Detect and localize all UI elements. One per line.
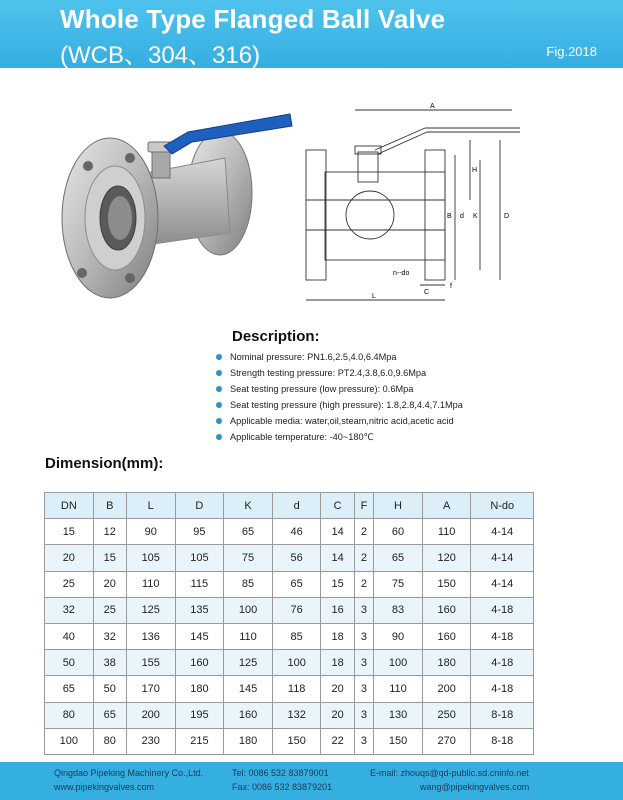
table-cell: 115 <box>175 571 224 597</box>
table-cell: 4-18 <box>471 650 534 676</box>
table-cell: 65 <box>224 519 273 545</box>
bolt-hole <box>77 268 87 278</box>
table-cell: 160 <box>422 623 471 649</box>
table-cell: 200 <box>422 676 471 702</box>
dimension-table <box>44 492 534 755</box>
table-cell: 160 <box>224 702 273 728</box>
table-cell: 4-14 <box>471 519 534 545</box>
table-row <box>45 571 534 597</box>
table-header-row <box>45 493 534 519</box>
table-cell: 200 <box>126 702 175 728</box>
table-cell: 110 <box>422 519 471 545</box>
table-cell: 75 <box>374 571 423 597</box>
dim-label-L: L <box>372 293 376 300</box>
header-banner <box>0 0 623 68</box>
table-cell: 40 <box>45 623 94 649</box>
table-cell: 76 <box>272 597 321 623</box>
table-cell: 12 <box>93 519 126 545</box>
table-cell: 100 <box>272 650 321 676</box>
table-cell: 15 <box>321 571 354 597</box>
table-cell: 4-18 <box>471 676 534 702</box>
page-subtitle: (WCB、304、316) <box>60 42 261 69</box>
table-cell: 100 <box>374 650 423 676</box>
table-cell: 20 <box>321 702 354 728</box>
column-header: H <box>374 493 423 519</box>
dim-label-H: H <box>472 167 478 174</box>
table-cell: 15 <box>93 545 126 571</box>
table-row <box>45 676 534 702</box>
table-cell: 18 <box>321 623 354 649</box>
description-title: Description: <box>232 328 320 345</box>
dim-label-d: d <box>460 213 464 220</box>
table-cell: 2 <box>354 571 373 597</box>
table-cell: 90 <box>126 519 175 545</box>
valve-photo <box>60 108 295 303</box>
table-cell: 3 <box>354 650 373 676</box>
table-cell: 20 <box>321 676 354 702</box>
description-list <box>216 349 463 445</box>
dimension-table-body <box>45 519 534 755</box>
table-cell: 215 <box>175 728 224 754</box>
dimension-title: Dimension(mm): <box>45 455 164 472</box>
table-cell: 105 <box>175 545 224 571</box>
footer-tel: Tel: 0086 532 83879001 <box>232 768 329 778</box>
footer-email-2[interactable]: wang@pipekingvalves.com <box>420 782 530 792</box>
column-header: F <box>354 493 373 519</box>
table-cell: 270 <box>422 728 471 754</box>
bolt-hole <box>125 153 135 163</box>
technical-drawing <box>300 100 525 310</box>
table-cell: 100 <box>224 597 273 623</box>
table-cell: 8-18 <box>471 702 534 728</box>
table-cell: 160 <box>175 650 224 676</box>
table-cell: 65 <box>93 702 126 728</box>
table-cell: 3 <box>354 597 373 623</box>
table-cell: 120 <box>422 545 471 571</box>
bolt-hole <box>125 273 135 283</box>
column-header: DN <box>45 493 94 519</box>
table-cell: 2 <box>354 519 373 545</box>
table-row <box>45 702 534 728</box>
table-cell: 136 <box>126 623 175 649</box>
dim-label-C: C <box>424 289 430 296</box>
bolt-hole <box>83 161 93 171</box>
table-cell: 2 <box>354 545 373 571</box>
page-title: Whole Type Flanged Ball Valve <box>60 4 446 34</box>
description-item: Nominal pressure: PN1.6,2.5,4.0,6.4Mpa <box>216 349 463 365</box>
table-cell: 110 <box>224 623 273 649</box>
table-cell: 3 <box>354 676 373 702</box>
table-cell: 150 <box>422 571 471 597</box>
footer-email[interactable]: E-mail: zhouqs@qd-public.sd.cninfo.net <box>370 768 529 778</box>
table-cell: 16 <box>321 597 354 623</box>
table-cell: 150 <box>272 728 321 754</box>
footer-fax: Fax: 0086 532 83879201 <box>232 782 333 792</box>
table-cell: 125 <box>224 650 273 676</box>
table-cell: 4-14 <box>471 545 534 571</box>
table-cell: 150 <box>374 728 423 754</box>
table-cell: 22 <box>321 728 354 754</box>
table-cell: 195 <box>175 702 224 728</box>
column-header: C <box>321 493 354 519</box>
table-row <box>45 650 534 676</box>
table-cell: 46 <box>272 519 321 545</box>
table-cell: 100 <box>45 728 94 754</box>
table-cell: 85 <box>272 623 321 649</box>
figure-label: Fig.2018 <box>546 44 597 59</box>
table-cell: 180 <box>175 676 224 702</box>
dim-label-f: f <box>450 283 452 290</box>
table-cell: 3 <box>354 728 373 754</box>
table-cell: 80 <box>93 728 126 754</box>
description-item: Seat testing pressure (low pressure): 0.6Mpa <box>216 381 463 397</box>
footer-company: Qingdao Pipeking Machinery Co.,Ltd. <box>54 768 204 778</box>
table-cell: 8-18 <box>471 728 534 754</box>
table-cell: 160 <box>422 597 471 623</box>
table-cell: 110 <box>374 676 423 702</box>
description-item: Strength testing pressure: PT2.4,3.8,6.0,9.6Mpa <box>216 365 463 381</box>
table-row <box>45 519 534 545</box>
table-cell: 65 <box>272 571 321 597</box>
dim-label-K: K <box>473 213 478 220</box>
table-cell: 130 <box>374 702 423 728</box>
table-row <box>45 597 534 623</box>
table-cell: 3 <box>354 623 373 649</box>
table-cell: 25 <box>93 597 126 623</box>
description-item: Applicable temperature: -40~180℃ <box>216 429 463 445</box>
table-cell: 32 <box>93 623 126 649</box>
table-cell: 83 <box>374 597 423 623</box>
table-cell: 14 <box>321 545 354 571</box>
column-header: K <box>224 493 273 519</box>
table-cell: 25 <box>45 571 94 597</box>
table-cell: 18 <box>321 650 354 676</box>
table-cell: 20 <box>45 545 94 571</box>
description-item: Seat testing pressure (high pressure): 1.8,2.8,4.4,7.1Mpa <box>216 397 463 413</box>
column-header: L <box>126 493 175 519</box>
column-header: D <box>175 493 224 519</box>
table-cell: 85 <box>224 571 273 597</box>
dim-label-B: B <box>447 213 452 220</box>
table-cell: 105 <box>126 545 175 571</box>
table-row <box>45 728 534 754</box>
column-header: N-do <box>471 493 534 519</box>
table-cell: 132 <box>272 702 321 728</box>
table-cell: 145 <box>175 623 224 649</box>
table-cell: 14 <box>321 519 354 545</box>
table-cell: 4-18 <box>471 597 534 623</box>
table-cell: 4-14 <box>471 571 534 597</box>
column-header: B <box>93 493 126 519</box>
table-cell: 75 <box>224 545 273 571</box>
description-item: Applicable media: water,oil,steam,nitric acid,acetic acid <box>216 413 463 429</box>
table-cell: 32 <box>45 597 94 623</box>
footer-bar <box>0 762 623 800</box>
table-row <box>45 545 534 571</box>
column-header: A <box>422 493 471 519</box>
dim-label-n-do: n--do <box>393 270 410 277</box>
table-row <box>45 623 534 649</box>
dim-label-A: A <box>430 103 435 110</box>
table-cell: 135 <box>175 597 224 623</box>
table-cell: 145 <box>224 676 273 702</box>
table-cell: 95 <box>175 519 224 545</box>
table-cell: 80 <box>45 702 94 728</box>
table-cell: 180 <box>224 728 273 754</box>
table-cell: 90 <box>374 623 423 649</box>
table-cell: 65 <box>45 676 94 702</box>
footer-website[interactable]: www.pipekingvalves.com <box>54 782 155 792</box>
dim-label-D: D <box>504 213 510 220</box>
table-cell: 155 <box>126 650 175 676</box>
table-cell: 15 <box>45 519 94 545</box>
table-cell: 3 <box>354 702 373 728</box>
table-cell: 60 <box>374 519 423 545</box>
table-cell: 118 <box>272 676 321 702</box>
table-cell: 4-18 <box>471 623 534 649</box>
table-cell: 38 <box>93 650 126 676</box>
table-cell: 50 <box>45 650 94 676</box>
table-cell: 65 <box>374 545 423 571</box>
table-cell: 180 <box>422 650 471 676</box>
column-header: d <box>272 493 321 519</box>
table-cell: 20 <box>93 571 126 597</box>
table-cell: 230 <box>126 728 175 754</box>
table-cell: 170 <box>126 676 175 702</box>
table-cell: 125 <box>126 597 175 623</box>
table-cell: 250 <box>422 702 471 728</box>
table-cell: 56 <box>272 545 321 571</box>
table-cell: 110 <box>126 571 175 597</box>
table-cell: 50 <box>93 676 126 702</box>
